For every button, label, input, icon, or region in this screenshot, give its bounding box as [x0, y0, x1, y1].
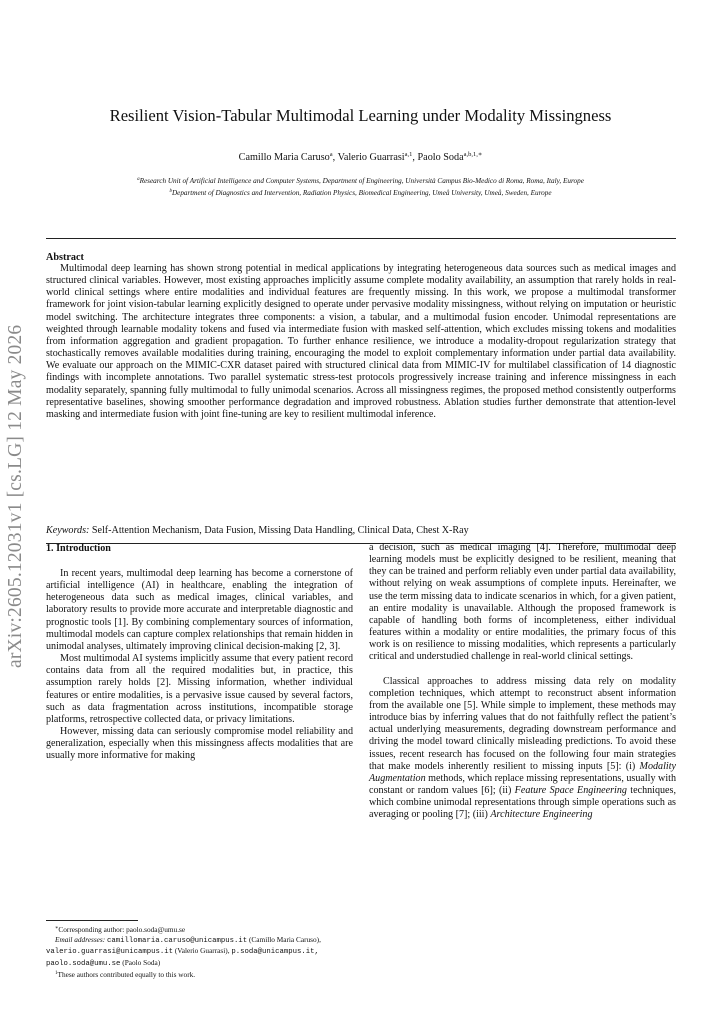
author-name: Valerio Guarrasi — [337, 152, 405, 163]
footnote-marker: ∗ — [55, 926, 59, 931]
author-list: Camillo Maria Caruso$^a$, Valerio Guarrasi$^{a,1}$, Paolo Soda$^{a,b,1,∗}$ — [238, 151, 483, 163]
paragraph — [369, 676, 676, 822]
author-name: Camillo Maria Caruso — [238, 152, 330, 163]
left-column — [46, 542, 353, 763]
email-link[interactable]: valerio.guarrasi@unicampus.it — [46, 948, 173, 956]
abstract-heading: Abstract — [46, 252, 84, 263]
emphasis: Modality Augmentation — [369, 760, 676, 784]
affiliation-a — [40, 175, 681, 187]
footnote-equal-contribution — [46, 969, 346, 980]
author-affil-marker: a,b,1,∗ — [463, 151, 483, 158]
right-column — [369, 542, 676, 821]
keywords-text: Self-Attention Mechanism, Data Fusion, Missing Data Handling, Clinical Data, Chest X-Ray — [91, 525, 469, 536]
text-run: Classical approaches to address missing data rely on modality completion techniques, which attempt to reconstruct absent information from the available one [5]. While simple to implement, these methods may introduce bias by inferring values that do not faithfully reflect the patient’s actual underlying measurements, degrading downstream performance and driving the model toward clinically misleading predictions. To avoid these issues, recent research has focused on the following four main strategies that make models inherently resilient to missing inputs [5]: (i) — [369, 675, 676, 772]
paper-title: Resilient Vision-Tabular Multimodal Learning under Modality Missingness — [109, 106, 612, 125]
keywords — [46, 524, 676, 537]
email-link[interactable]: p.soda@unicampus.it, paolo.soda@umu.se — [46, 948, 319, 968]
email-link[interactable]: camillomaria.caruso@unicampus.it — [107, 936, 248, 945]
author-name: Paolo Soda — [417, 152, 464, 163]
author-affil-marker: a,1 — [404, 151, 413, 158]
paragraph: a decision, such as medical imaging [4]. Therefore, multimodal deep learning models must be explicitly designed to be resilient, meaning that they can be trained and perform reliably even under partial data availability, without relying on weak assumptions of complete inputs. Hereinafter, we use the term missing data to indicate scenarios in which, for a given patient, an entire modality is unavailable. Although the proposed framework is capable of handling both forms of incompleteness, either individual features within a modality or entire modalities, the primary focus of this work is on resilience to missing modalities, which represents a particularly critical and understudied challenge in real-world clinical settings. — [369, 542, 676, 663]
paragraph: However, missing data can seriously compromise model reliability and generalization, especially when this missingness affects modalities that are usually more informative for making — [46, 726, 353, 762]
footnote-corresponding — [46, 924, 346, 935]
affiliations — [40, 175, 681, 198]
text-run: techniques, which combine unimodal representations through simple operations such as averaging or pooling [7]; (iii) — [369, 784, 676, 821]
email-owner: (Camillo Maria Caruso), — [247, 934, 321, 944]
paragraph: In recent years, multimodal deep learning has become a cornerstone of artificial intelligence (AI) in healthcare, enabling the integration of heterogeneous data such as medical images, clinical variables, and laboratory results to provide more accurate and interpretable diagnostic and prognostic tools [1]. By combining complementary sources of information, multimodal models can capture complex relationships that remain hidden in unimodal analyses, ultimately improving clinical decision-making [2, 3]. — [46, 568, 353, 652]
author-affil-marker: a — [329, 151, 333, 158]
top-divider — [46, 238, 676, 239]
affil-text: Research Unit of Artificial Intelligence and Computer Systems, Department of Engineering, Università Campus Bio-Medico di Roma, Roma, Italy, Europe — [139, 177, 584, 185]
emphasis: Feature Space Engineering — [514, 784, 627, 796]
footnotes — [46, 924, 346, 980]
abstract-body: Multimodal deep learning has shown strong potential in medical applications by integrating heterogeneous data sources such as medical images and structured clinical variables. However, most existing approaches implicitly assume complete modality availability, an assumption that rarely holds in real-world clinical settings where entire modalities and individual features are frequently missing. In this work, we propose a multimodal transformer framework for joint vision-tabular learning explicitly designed to operate under pervasive modality missingness, without relying on imputation or heuristic model switching. The architecture integrates three components: a vision, a tabular, and a multimodal fusion encoder. Unimodal representations are weighted through learnable modality tokens and fused via intermediate fusion with masked self-attention, which excludes missing tokens and modalities from information aggregation and gradient propagation. To further enhance resilience, we introduce a modality-dropout regularization strategy that stochastically removes available modalities during training, encouraging the model to exploit complementary information under partial data availability. We evaluate our approach on the MIMIC-CXR dataset paired with structured clinical data from MIMIC-IV for multilabel classification of 14 diagnostic findings with incomplete annotations. Two parallel systematic stress-test protocols progressively increase training and inference missingness in each modality separately, spanning fully multimodal to fully unimodal scenarios. Across all missingness regimes, the proposed method consistently outperforms representative baselines, showing smoother performance degradation and improved robustness. Ablation studies further demonstrate that attention-level masking and intermediate fusion with joint fine-tuning are key to resilient multimodal inference. — [46, 263, 676, 420]
affil-marker: a — [137, 177, 140, 182]
email-owner: (Valerio Guarrasi), — [173, 946, 230, 955]
text-run: methods, which replace missing representations, usually with constant or random values [6]; (ii) — [369, 772, 676, 796]
footnote-text: These authors contributed equally to this work. — [57, 970, 196, 979]
footnote-divider — [46, 920, 138, 921]
email-owner: (Paolo Soda) — [120, 957, 161, 967]
affil-marker: b — [169, 188, 172, 194]
arxiv-identifier: arXiv:2605.12031v1 [cs.LG] 12 May 2026 — [5, 324, 26, 668]
emphasis: Architecture Engineering — [490, 809, 593, 821]
email-label: Email addresses: — [55, 934, 106, 944]
section-heading: 1. Introduction — [46, 543, 111, 554]
keywords-label: Keywords: — [46, 525, 90, 536]
footnote-text: Corresponding author: paolo.soda@umu.se — [58, 925, 186, 934]
affiliation-b — [40, 187, 681, 199]
paragraph: Most multimodal AI systems implicitly assume that every patient record contains data from all the required modalities but, in practice, this assumption rarely holds [2]. Missing information, whether individual features or entire modalities, is a pervasive issue caused by several factors, such as data fragmentation across institutions, incompatible storage platforms, retrospective collected data, or privacy limitations. — [46, 653, 353, 725]
affil-text: Department of Diagnostics and Intervention, Radiation Physics, Biomedical Engineering, Umeå University, Umeå, Sweden, Europe — [171, 188, 552, 197]
footnote-marker: 1 — [55, 971, 58, 976]
footnote-emails — [46, 935, 346, 970]
